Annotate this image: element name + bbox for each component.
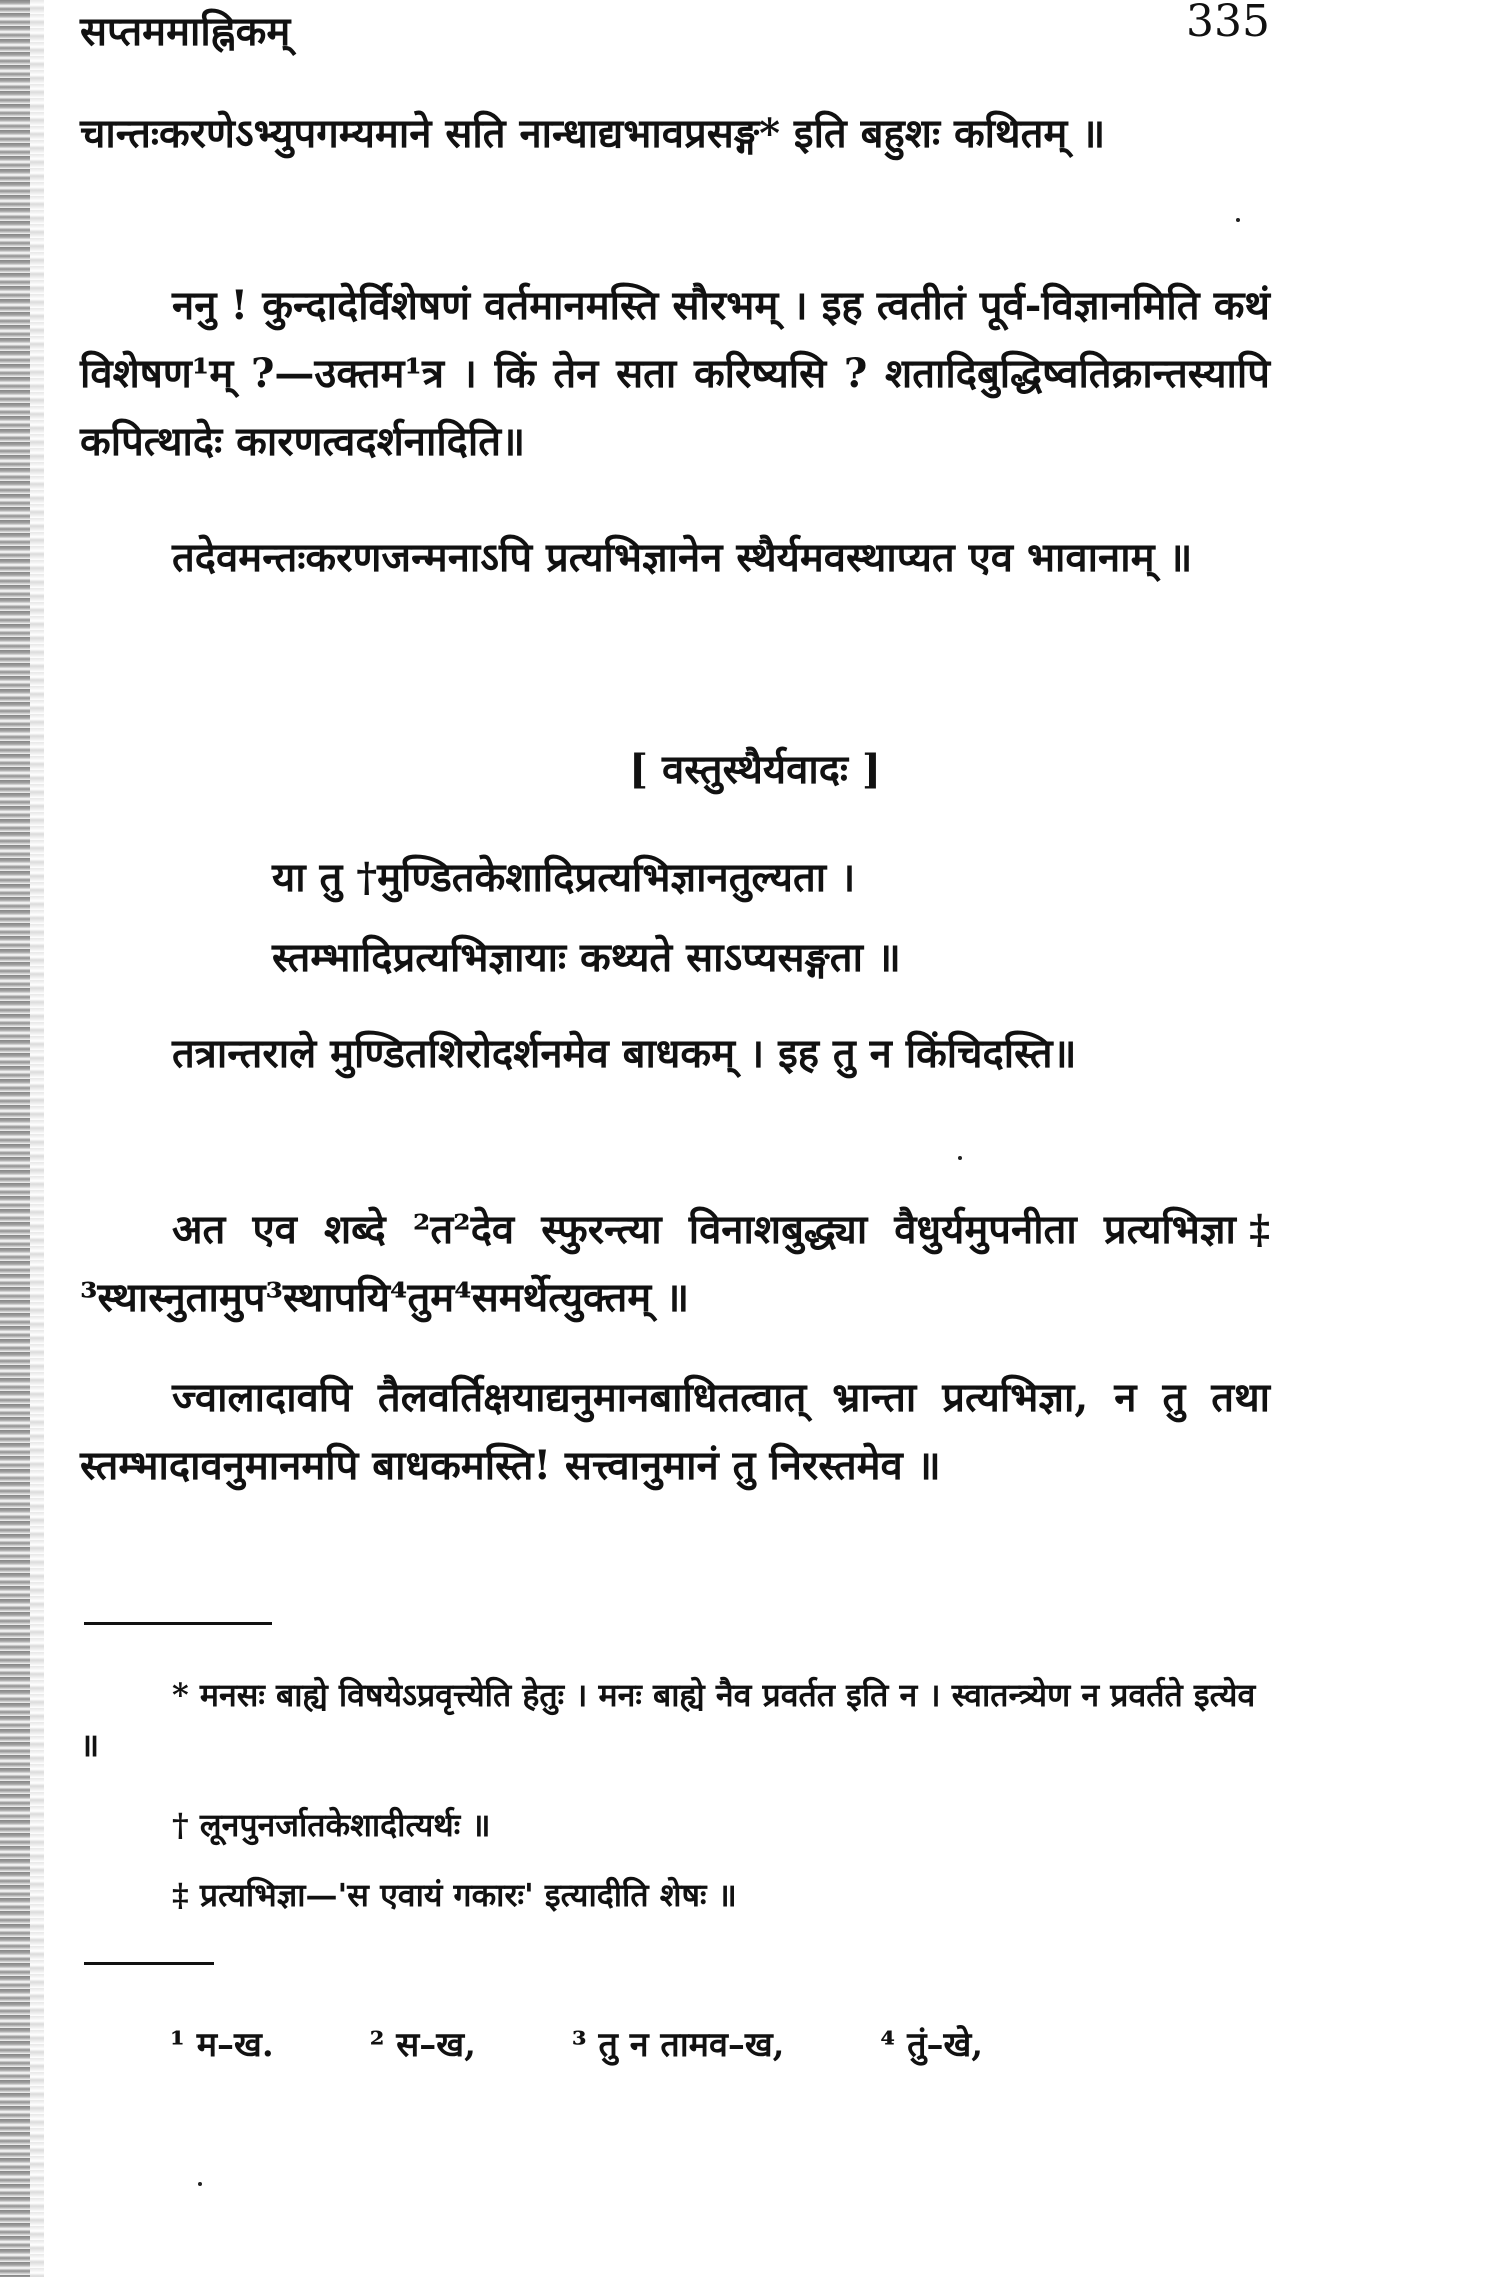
footnote-2 — [80, 1800, 1270, 1850]
footnote-3 — [80, 1870, 1270, 1920]
section-heading: [ वस्तुस्थैर्यवादः ] — [629, 746, 881, 793]
variant-3: ³ तु न तामव–ख, — [571, 2025, 785, 2065]
page-header — [80, 0, 1270, 55]
footnote-2-text: लूनपुनर्जातकेशादीत्यर्थः ॥ — [199, 1806, 491, 1844]
variants-rule — [84, 1962, 214, 1965]
running-title: सप्तममाह्निकम् — [80, 8, 291, 55]
verse-line-1: या तु †मुण्डितकेशादिप्रत्यभिज्ञानतुल्यता । — [272, 854, 856, 901]
paragraph-1: चान्तःकरणेऽभ्युपगम्यमाने सति नान्धाद्यभावप्रसङ्ग* इति बहुशः कथितम् ॥ — [80, 110, 1106, 157]
scan-speck — [958, 1156, 962, 1160]
paragraph-4: तत्रान्तराले मुण्डितशिरोदर्शनमेव बाधकम् । इह तु न किंचिदस्ति॥ — [172, 1030, 1077, 1077]
footnote-rule — [84, 1622, 272, 1625]
footnote-2-mark: † — [172, 1806, 189, 1844]
footnote-1 — [80, 1670, 1270, 1770]
footnote-1-mark: * — [172, 1676, 189, 1714]
paragraph-6: ज्वालादावपि तैलवर्तिक्षयाद्यनुमानबाधितत्वात् भ्रान्ता प्रत्यभिज्ञा, न तु तथा स्तम्भादावनुमानमपि बाधकमस्ति! सत्त्वानुमानं तु निरस्तमेव ॥ — [80, 1374, 1270, 1489]
paragraph-5: अत एव शब्दे ²त²देव स्फुरन्त्या विनाशबुद्ध्या वैधुर्यमुपनीता प्रत्यभिज्ञा‡ ³स्थास्नुतामुप³स्थापयि⁴तुम⁴समर्थेत्युक्तम् ॥ — [80, 1206, 1270, 1321]
footnote-1-text: मनसः बाह्ये विषयेऽप्रवृत्त्येति हेतुः । मनः बाह्ये नैव प्रवर्तत इति न । स्वातन्त्र्येण न प्रवर्तते इत्येव ॥ — [80, 1676, 1256, 1764]
variant-2: ² स–ख, — [369, 2025, 476, 2065]
verse-line-2: स्तम्भादिप्रत्यभिज्ञायाः कथ्यते साऽप्यसङ्गता ॥ — [272, 934, 901, 981]
scan-edge-noise — [30, 0, 44, 2277]
variant-4: ⁴ तुं–खे, — [880, 2025, 984, 2065]
page-number: 335 — [1186, 0, 1270, 47]
variant-1: ¹ म–ख. — [170, 2025, 274, 2065]
paragraph-2: ननु ! कुन्दादेर्विशेषणं वर्तमानमस्ति सौरभम् । इह त्वतीतं पूर्व-विज्ञानमिति कथं विशेषण¹म् ?—उक्तम¹त्र । किं तेन सता करिष्यसि ? शतादिबुद्धिष्वतिक्रान्तस्यापि कपित्थादेः कारणत्वदर्शनादिति॥ — [80, 282, 1270, 465]
paragraph-3: तदेवमन्तःकरणजन्मनाऽपि प्रत्यभिज्ञानेन स्थैर्यमवस्थाप्यत एव भावानाम् ॥ — [172, 534, 1193, 581]
footnote-3-text: प्रत्यभिज्ञा—'स एवायं गकारः' इत्यादीति शेषः ॥ — [199, 1876, 737, 1914]
scan-speck — [198, 2182, 202, 2186]
scan-edge-shadow — [0, 0, 30, 2277]
variant-readings — [170, 2020, 1067, 2066]
footnote-3-mark: ‡ — [172, 1876, 189, 1914]
scan-speck — [1236, 218, 1240, 222]
